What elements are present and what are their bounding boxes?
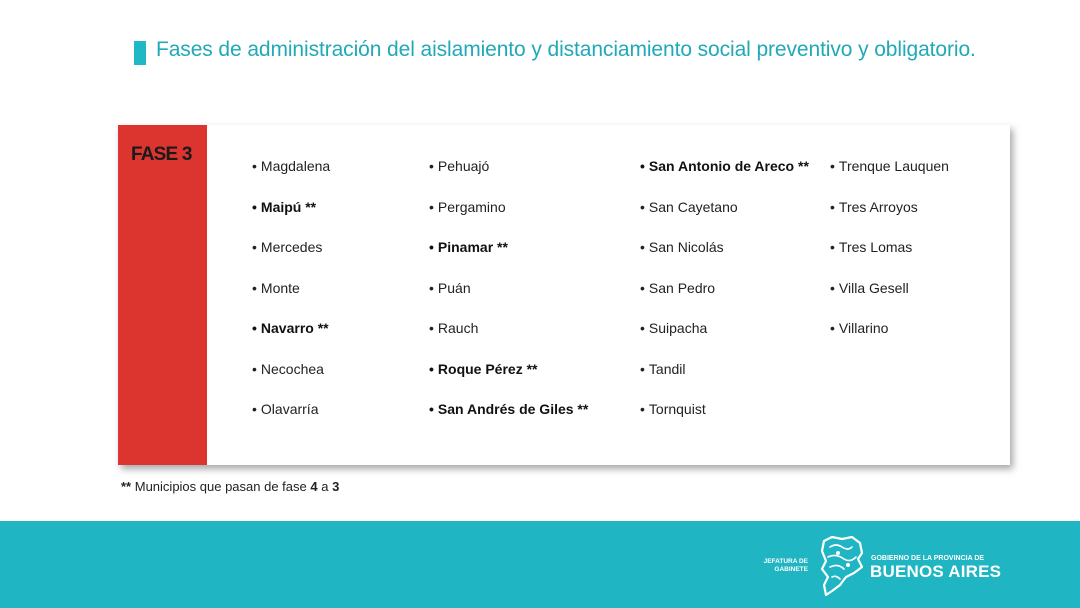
list-item (640, 280, 809, 321)
title-accent-bar (134, 41, 146, 65)
government-label: GOBIERNO DE LA PROVINCIA DE (871, 555, 985, 562)
bullet-icon: • (830, 158, 835, 174)
municipality-name: Necochea (260, 360, 324, 377)
bullet-icon: • (252, 360, 257, 377)
municipality-name: Roque Pérez ** (437, 360, 538, 377)
bullet-icon: • (429, 158, 434, 174)
municipality-name: Tres Arroyos (838, 198, 918, 215)
municipality-name: Magdalena (260, 158, 331, 174)
bullet-icon: • (252, 158, 257, 174)
bullet-icon: • (640, 198, 645, 215)
municipality-name: Trenque Lauquen (838, 158, 949, 174)
municipality-column-1 (252, 158, 330, 442)
footnote-marker: ** (121, 479, 132, 494)
municipality-name: San Nicolás (648, 239, 724, 255)
bullet-icon: • (830, 198, 835, 215)
list-item (830, 320, 949, 361)
list-item (640, 158, 809, 199)
bullet-icon: • (252, 239, 257, 255)
province-map-emblem-icon (818, 533, 866, 599)
list-item (252, 239, 330, 280)
municipality-name: Suipacha (648, 320, 708, 336)
jefatura-logo-text: JEFATURA DE GABINETE (763, 558, 808, 573)
list-item (429, 158, 588, 199)
municipality-name: Puán (437, 279, 471, 296)
list-item (252, 199, 330, 240)
province-name: BUENOS AIRES (870, 562, 1002, 581)
municipality-name: Mercedes (260, 239, 323, 255)
municipality-name: Tandil (648, 360, 686, 377)
bullet-icon: • (429, 198, 434, 215)
bullet-icon: • (640, 158, 645, 174)
bullet-icon: • (830, 320, 835, 336)
municipality-name: Tres Lomas (838, 239, 913, 255)
footnote-from-phase: 4 (310, 479, 318, 494)
footer-band (0, 521, 1080, 608)
footnote-to-phase: 3 (332, 479, 340, 494)
list-item (640, 361, 809, 402)
municipality-name: San Andrés de Giles ** (437, 401, 589, 417)
municipality-name: Villa Gesell (838, 279, 909, 296)
municipality-name: Maipú ** (260, 198, 317, 215)
municipality-name: San Antonio de Areco ** (648, 158, 809, 174)
bullet-icon: • (429, 239, 434, 255)
list-item (429, 199, 588, 240)
municipality-name: Navarro ** (260, 320, 329, 336)
municipality-column-3 (640, 158, 809, 442)
municipality-name: Villarino (838, 320, 889, 336)
list-item (429, 239, 588, 280)
phase-strip (118, 125, 207, 465)
municipality-name: Pergamino (437, 198, 506, 215)
list-item (830, 158, 949, 199)
list-item (830, 280, 949, 321)
bullet-icon: • (429, 401, 434, 417)
bullet-icon: • (252, 198, 257, 215)
bullet-icon: • (252, 320, 257, 336)
municipality-name: Pehuajó (437, 158, 490, 174)
municipality-name: Pinamar ** (437, 239, 508, 255)
page-title: Fases de administración del aislamiento y distanciamiento social preventivo y obligatorio. (156, 38, 976, 61)
list-item (640, 401, 809, 442)
footnote (121, 479, 339, 494)
list-item (429, 361, 588, 402)
bullet-icon: • (429, 360, 434, 377)
bullet-icon: • (640, 239, 645, 255)
municipality-name: Monte (260, 279, 300, 296)
list-item (640, 199, 809, 240)
bullet-icon: • (830, 239, 835, 255)
municipality-column-2 (429, 158, 588, 442)
list-item (830, 239, 949, 280)
list-item (252, 158, 330, 199)
bullet-icon: • (640, 320, 645, 336)
list-item (640, 320, 809, 361)
bullet-icon: • (640, 360, 645, 377)
bullet-icon: • (252, 401, 257, 417)
bullet-icon: • (830, 279, 835, 296)
municipality-name: San Pedro (648, 279, 716, 296)
phase-card (118, 125, 1010, 465)
list-item (429, 280, 588, 321)
bullet-icon: • (252, 279, 257, 296)
municipality-name: San Cayetano (648, 198, 738, 215)
bullet-icon: • (429, 279, 434, 296)
municipality-name: Olavarría (260, 401, 319, 417)
list-item (252, 320, 330, 361)
municipality-name: Rauch (437, 320, 479, 336)
phase-label: FASE 3 (131, 144, 192, 165)
municipality-name: Tornquist (648, 401, 706, 417)
list-item (252, 361, 330, 402)
footnote-connector: a (321, 479, 329, 494)
list-item (830, 199, 949, 240)
footnote-text: Municipios que pasan de fase (134, 479, 307, 494)
list-item (252, 280, 330, 321)
bullet-icon: • (429, 320, 434, 336)
list-item (429, 401, 588, 442)
municipality-column-4 (830, 158, 949, 361)
list-item (429, 320, 588, 361)
list-item (640, 239, 809, 280)
list-item (252, 401, 330, 442)
bullet-icon: • (640, 401, 645, 417)
bullet-icon: • (640, 279, 645, 296)
